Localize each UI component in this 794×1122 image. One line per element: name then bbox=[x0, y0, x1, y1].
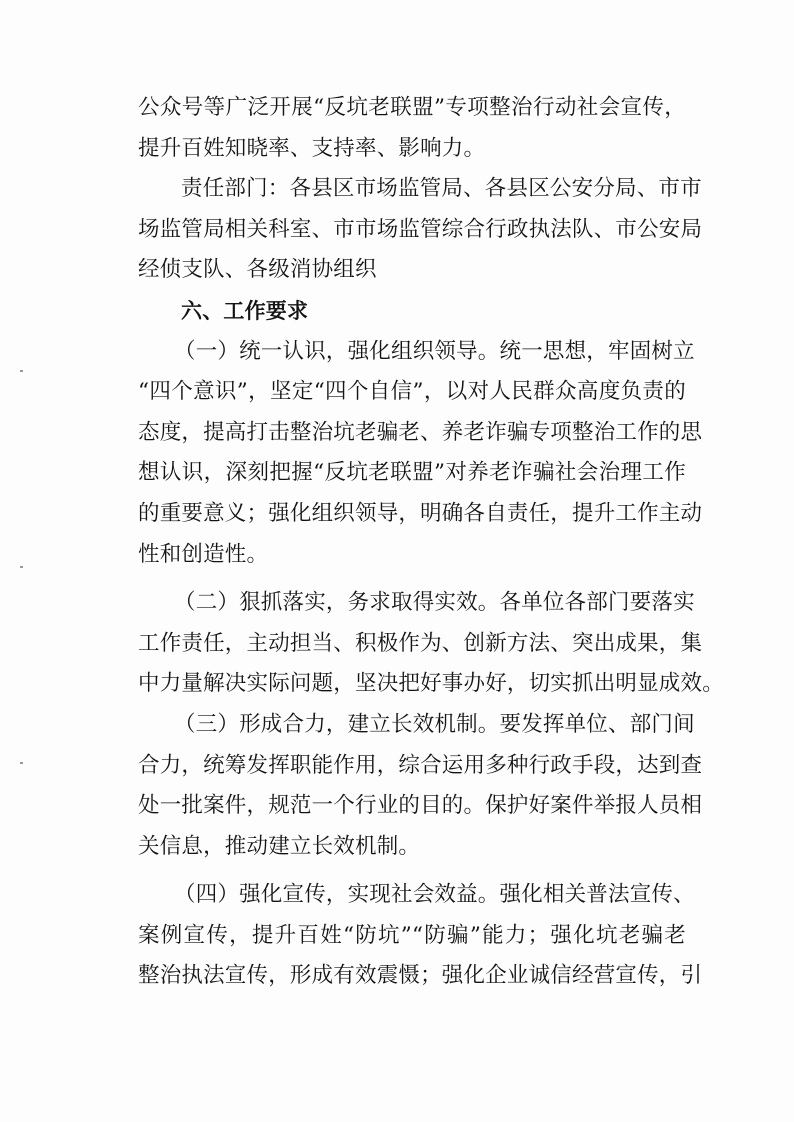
paragraph-line: 经侦支队、各级消协组织 bbox=[138, 257, 377, 283]
scan-mark bbox=[20, 566, 23, 568]
paragraph-line: 态度，提高打击整治坑老骗老、养老诈骗专项整治工作的思 bbox=[138, 419, 703, 445]
paragraph-line: 关信息，推动建立长效机制。 bbox=[138, 833, 421, 859]
paragraph-line: 的重要意义；强化组织领导，明确各自责任，提升工作主动 bbox=[138, 500, 703, 526]
paragraph-line: （一）统一认识，强化组织领导。统一思想，牢固树立 bbox=[174, 338, 695, 364]
paragraph-line: 提升百姓知晓率、支持率、影响力。 bbox=[138, 135, 486, 161]
paragraph-line: 案例宣传，提升百姓“防坑”“防骗”能力；强化坑老骗老 bbox=[138, 922, 686, 948]
paragraph-line: 想认识，深刻把握“反坑老联盟”对养老诈骗社会治理工作 bbox=[138, 460, 686, 486]
scan-mark bbox=[20, 762, 23, 764]
paragraph-line: 整治执法宣传，形成有效震慑；强化企业诚信经营宣传，引 bbox=[138, 963, 703, 989]
paragraph-line: 公众号等广泛开展“反坑老联盟”专项整治行动社会宣传， bbox=[138, 95, 686, 120]
responsible-departments-line: 责任部门：各县区市场监管局、各县区公安分局、市市 bbox=[181, 176, 702, 202]
paragraph-line: 合力，统筹发挥职能作用，综合运用多种行政手段，达到查 bbox=[138, 752, 703, 778]
document-body bbox=[138, 88, 724, 997]
scan-mark bbox=[20, 370, 23, 372]
paragraph-line: （四）强化宣传，实现社会效益。强化相关普法宣传、 bbox=[174, 882, 695, 908]
paragraph-line: 处一批案件，规范一个行业的目的。保护好案件举报人员相 bbox=[138, 793, 703, 819]
paragraph-line: （三）形成合力，建立长效机制。要发挥单位、部门间 bbox=[174, 711, 695, 737]
paragraph-line: （二）狠抓落实，务求取得实效。各单位各部门要落实 bbox=[174, 590, 695, 616]
section-heading: 六、工作要求 bbox=[181, 298, 309, 323]
paragraph-line: “四个意识”，坚定“四个自信”，以对人民群众高度负责的 bbox=[138, 379, 686, 405]
paragraph-line: 场监管局相关科室、市市场监管综合行政执法队、市公安局 bbox=[138, 216, 703, 242]
paragraph-line: 工作责任，主动担当、积极作为、创新方法、突出成果，集 bbox=[138, 630, 703, 656]
paragraph-line: 中力量解决实际问题，坚决把好事办好，切实抓出明显成效。 bbox=[138, 671, 724, 697]
paragraph-line: 性和创造性。 bbox=[138, 541, 269, 567]
